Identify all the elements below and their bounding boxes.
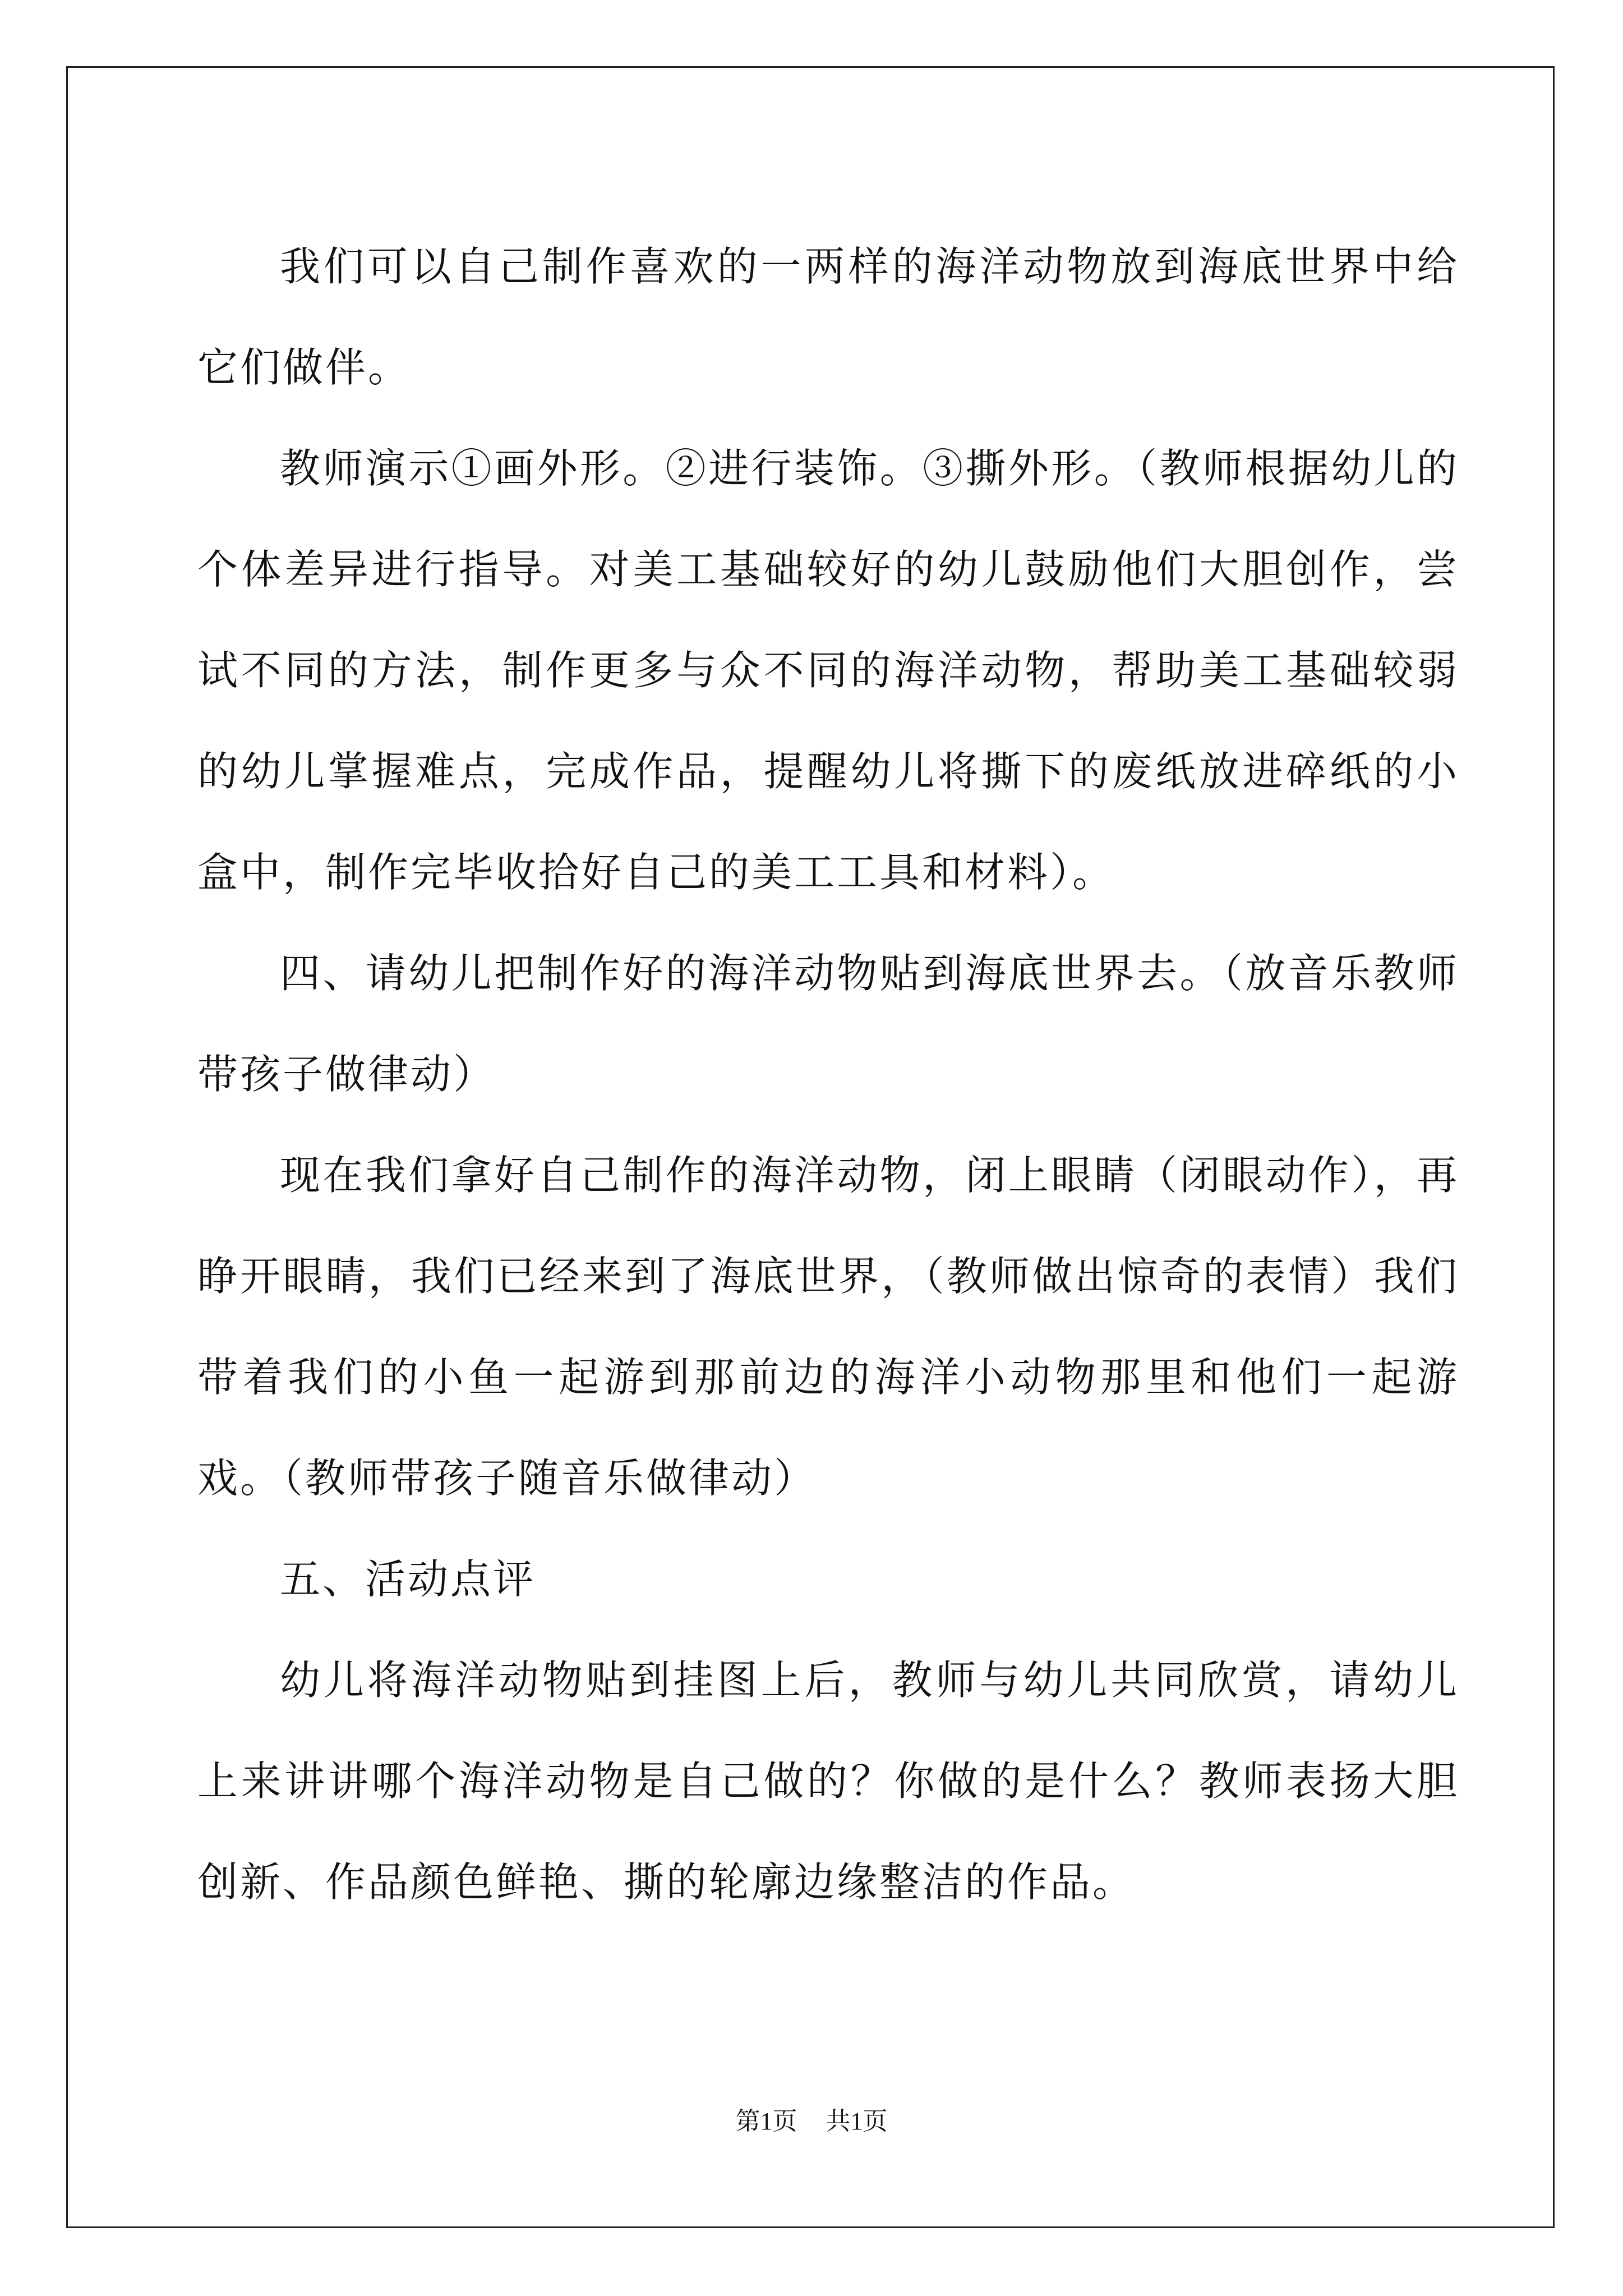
paragraph: 四、请幼儿把制作好的海洋动物贴到海底世界去。（放音乐教师带孩子做律动） [197, 950, 1459, 1098]
page-footer [0, 2101, 1623, 2137]
paragraph: 现在我们拿好自己制作的海洋动物，闭上眼睛（闭眼动作），再睁开眼睛，我们已经来到了海底世界，（教师做出惊奇的表情）我们带着我们的小鱼一起游到那前边的海洋小动物那里和他们一起游戏。（教师带孩子随音乐做律动） [197, 1152, 1459, 1502]
paragraph: 我们可以自己制作喜欢的一两样的海洋动物放到海底世界中给它们做伴。 [197, 243, 1459, 391]
page-number: 第1页 [735, 2108, 797, 2135]
section-heading: 五、活动点评 [280, 1556, 536, 1603]
document-body [197, 216, 1459, 1932]
paragraph: 幼儿将海洋动物贴到挂图上后，教师与幼儿共同欣赏，请幼儿上来讲讲哪个海洋动物是自己做的？你做的是什么？教师表扬大胆创新、作品颜色鲜艳、撕的轮廓边缘整洁的作品。 [197, 1657, 1459, 1906]
paragraph: 教师演示①画外形。②进行装饰。③撕外形。（教师根据幼儿的个体差异进行指导。对美工基础较好的幼儿鼓励他们大胆创作，尝试不同的方法，制作更多与众不同的海洋动物，帮助美工基础较弱的幼儿掌握难点，完成作品，提醒幼儿将撕下的废纸放进碎纸的小盒中，制作完毕收拾好自己的美工工具和材料）。 [197, 445, 1459, 896]
page-total: 共1页 [826, 2108, 888, 2135]
